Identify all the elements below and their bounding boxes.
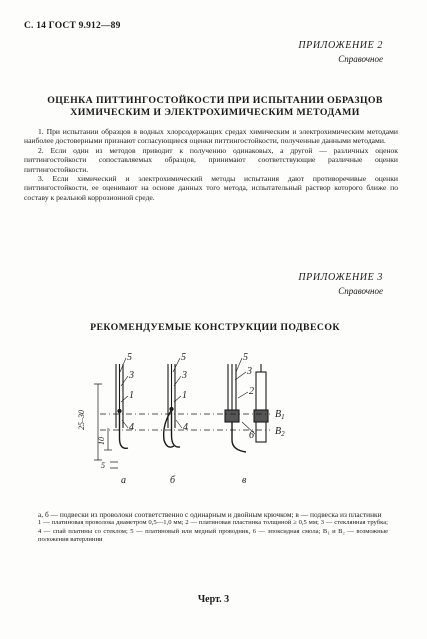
label-5b: 5 — [181, 352, 186, 363]
hanger-diagram — [70, 350, 370, 495]
appendix-2-subtitle: Справочное — [338, 54, 383, 64]
caption-line-1: а, б — подвески из проволоки соответственно с одинарным и двойным крючком; в — подвеска из пластинки — [38, 510, 382, 519]
label-1b: 1 — [182, 390, 187, 401]
seal-a — [118, 409, 121, 412]
label-2c: 2 — [249, 386, 254, 397]
paragraph-2: 2. Если один из методов приводит к получению одинаковых, а другой — различных оценок питтингостойкости сопоставляемых образцов, принимают соответствующие различные оценки питтингостойкости. — [24, 145, 398, 174]
figure-caption — [38, 510, 388, 545]
label-3b: 3 — [182, 370, 187, 381]
appendix-3 — [298, 272, 383, 296]
label-5c: 5 — [243, 352, 248, 363]
page-header: С. 14 ГОСТ 9.912—89 — [24, 21, 121, 31]
section-2-title — [30, 95, 400, 119]
plate-epoxy-c — [254, 410, 268, 422]
hanger-variant-c — [225, 364, 268, 452]
dim-label-3: 5 — [101, 461, 105, 470]
variant-label-a: а — [121, 475, 126, 486]
label-b1: $B_1$ — [275, 409, 285, 421]
label-b2: $B_2$ — [275, 426, 285, 438]
label-3a: 3 — [129, 370, 134, 381]
section-2-title-line1: ОЦЕНКА ПИТТИНГОСТОЙКОСТИ ПРИ ИСПЫТАНИИ ОБРАЗЦОВ — [47, 95, 383, 106]
variant-label-b: б — [170, 475, 176, 486]
caption-line-2: 1 — платиновая проволока диаметром 0,5—1,0 мм; 2 — платиновая пластинка толщиной ≥ 0,5 мм; 3 — стеклянная трубка; 4 — спай платины со стеклом; 5 — платиновый или медный проводник, 6 — эпоксидная смола; B₁ и B₂ — возможные положения ватерлинии — [38, 519, 388, 544]
appendix-2-title: ПРИЛОЖЕНИЕ 2 — [298, 40, 383, 51]
platinum-wire-b — [172, 410, 181, 447]
appendix-3-subtitle: Справочное — [338, 286, 383, 296]
hanger-variant-a — [116, 364, 128, 448]
paragraph-1: 1. При испытании образцов в водных хлорсодержащих средах химическим и электрохимическим методами наиболее достоверными признают согласующиеся оценки питтингостойкости, полученные данными методами. — [24, 127, 398, 146]
figure-label: Черт. 3 — [197, 594, 230, 605]
dimension-line-3 — [110, 462, 118, 468]
plate-c — [256, 372, 266, 442]
seal-b — [170, 407, 173, 410]
appendix-3-title: ПРИЛОЖЕНИЕ 3 — [298, 272, 383, 283]
paragraph-3: 3. Если химический и электрохимический методы испытания дают противоречивые оценки питтингостойкости, ее оценивают на основе данных того метода, испытательный раствор которого ближе по составу к реальной коррозионной среде. — [24, 174, 398, 202]
label-4a: 4 — [129, 422, 134, 433]
label-3c: 3 — [247, 366, 252, 377]
section-2-title-line2: ХИМИЧЕСКИМ И ЭЛЕКТРОХИМИЧЕСКИМ МЕТОДАМИ — [70, 107, 360, 118]
dim-label-1: 25–30 — [77, 410, 86, 430]
dim-label-2: 10 — [97, 437, 106, 445]
hanger-variant-b — [164, 364, 180, 447]
label-4b: 4 — [183, 422, 188, 433]
variant-label-c: в — [242, 475, 247, 486]
section-2-body — [24, 127, 398, 202]
label-6c: 6 — [249, 430, 254, 441]
epoxy-c — [225, 410, 239, 422]
label-1a: 1 — [129, 390, 134, 401]
wire-c — [232, 422, 246, 452]
section-3-title: РЕКОМЕНДУЕМЫЕ КОНСТРУКЦИИ ПОДВЕСОК — [90, 322, 340, 333]
appendix-2 — [298, 40, 383, 64]
label-5a: 5 — [127, 352, 132, 363]
